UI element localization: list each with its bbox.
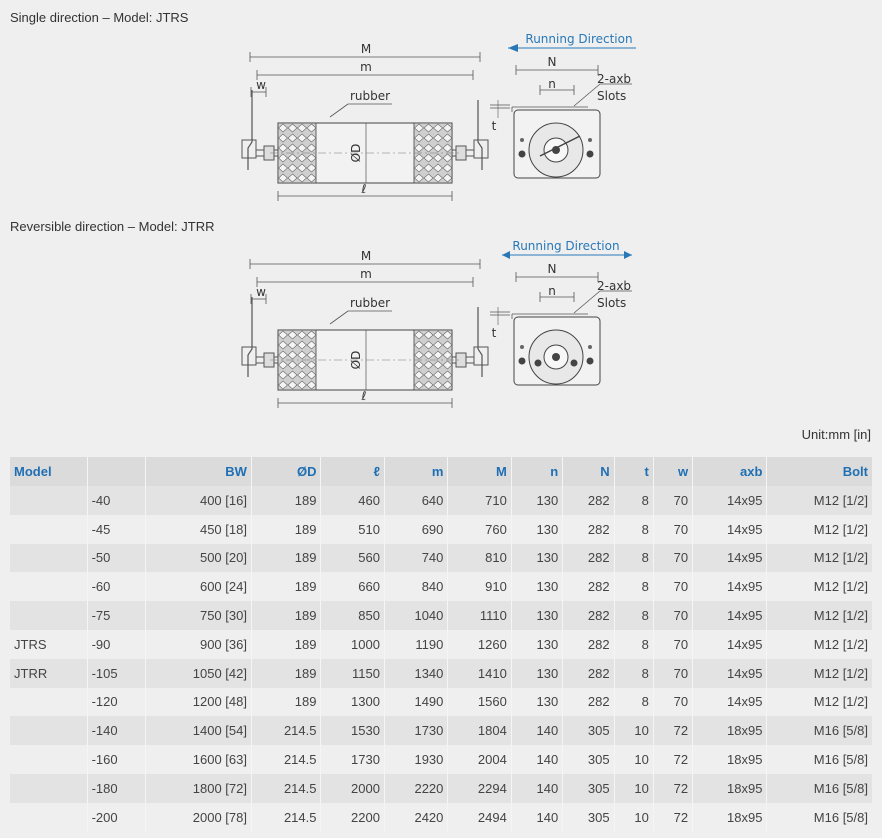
table-cell: 840 [384, 572, 447, 601]
table-cell: 2004 [448, 745, 511, 774]
table-cell [10, 486, 87, 515]
table-cell: 18x95 [693, 803, 767, 832]
table-cell: 305 [563, 745, 614, 774]
table-cell: 282 [563, 688, 614, 717]
dim-label-w: w [256, 78, 266, 92]
slots-label-slots: Slots [597, 89, 627, 103]
table-header-cell: n [511, 457, 562, 486]
table-header-cell: M [448, 457, 511, 486]
rubber-label: rubber [349, 296, 391, 310]
table-header-cell: t [614, 457, 653, 486]
table-cell: -105 [87, 659, 146, 688]
table-cell: 1300 [321, 688, 384, 717]
table-row [10, 515, 872, 544]
dim-label-l: ℓ [361, 182, 367, 196]
table-row [10, 572, 872, 601]
table-cell [10, 745, 87, 774]
table-cell: 214.5 [251, 803, 321, 832]
table-cell: 130 [511, 601, 562, 630]
table-cell: 2494 [448, 803, 511, 832]
table-cell: 72 [653, 774, 692, 803]
table-cell: 1560 [448, 688, 511, 717]
table-cell: 460 [321, 486, 384, 515]
table-cell: 8 [614, 659, 653, 688]
table-row [10, 486, 872, 515]
table-cell: M12 [1/2] [767, 572, 872, 601]
table-cell: 282 [563, 601, 614, 630]
table-cell: 450 [18] [146, 515, 252, 544]
table-cell: 282 [563, 572, 614, 601]
dim-label-N: N [547, 55, 557, 69]
table-header-cell: ℓ [321, 457, 384, 486]
table-cell: 140 [511, 745, 562, 774]
table-cell: 282 [563, 544, 614, 573]
table-cell: 1804 [448, 716, 511, 745]
table-cell: 305 [563, 803, 614, 832]
table-cell: -45 [87, 515, 146, 544]
table-cell: 1930 [384, 745, 447, 774]
table-cell: 1730 [321, 745, 384, 774]
dim-label-od: ØD [349, 350, 363, 370]
table-cell: 189 [251, 486, 321, 515]
table-cell: 8 [614, 572, 653, 601]
table-cell: 305 [563, 774, 614, 803]
table-cell: 1050 [42] [146, 659, 252, 688]
table-cell: 2200 [321, 803, 384, 832]
unit-label: Unit:mm [in] [801, 427, 871, 442]
table-cell: 282 [563, 659, 614, 688]
table-cell [10, 572, 87, 601]
table-cell: 70 [653, 659, 692, 688]
table-cell [10, 544, 87, 573]
table-cell: 1260 [448, 630, 511, 659]
table-cell: 8 [614, 486, 653, 515]
table-cell: 2220 [384, 774, 447, 803]
table-cell: 70 [653, 630, 692, 659]
table-cell: 1150 [321, 659, 384, 688]
table-cell: 1410 [448, 659, 511, 688]
table-cell: 140 [511, 774, 562, 803]
table-cell: 10 [614, 803, 653, 832]
table-cell: 8 [614, 601, 653, 630]
dim-label-m: m [360, 267, 372, 281]
table-cell: 1730 [384, 716, 447, 745]
table-cell: 14x95 [693, 544, 767, 573]
table-cell: 189 [251, 515, 321, 544]
table-cell: 600 [24] [146, 572, 252, 601]
spec-table [10, 457, 872, 832]
table-cell: M12 [1/2] [767, 688, 872, 717]
table-row [10, 716, 872, 745]
table-cell: -120 [87, 688, 146, 717]
table-cell: 140 [511, 803, 562, 832]
table-header-cell: BW [146, 457, 252, 486]
table-cell: 1110 [448, 601, 511, 630]
slots-label-axb: 2-axb [597, 72, 632, 86]
dim-label-M: M [360, 42, 372, 56]
table-header-cell: N [563, 457, 614, 486]
dim-label-od: ØD [349, 143, 363, 163]
table-cell [10, 688, 87, 717]
table-cell: 1190 [384, 630, 447, 659]
dim-label-n: n [548, 284, 556, 298]
table-cell: 740 [384, 544, 447, 573]
table-cell: 510 [321, 515, 384, 544]
table-cell: 14x95 [693, 486, 767, 515]
table-cell: 130 [511, 572, 562, 601]
table-row [10, 803, 872, 832]
table-cell: 140 [511, 716, 562, 745]
table-cell: 640 [384, 486, 447, 515]
slots-label-slots: Slots [597, 296, 627, 310]
table-cell: 130 [511, 688, 562, 717]
table-cell: M12 [1/2] [767, 486, 872, 515]
table-cell: 70 [653, 486, 692, 515]
table-cell: -60 [87, 572, 146, 601]
table-cell: 2000 [321, 774, 384, 803]
table-header-cell: Model [10, 457, 87, 486]
table-cell: 130 [511, 659, 562, 688]
table-cell: 70 [653, 601, 692, 630]
dim-label-N: N [547, 262, 557, 276]
table-cell: -40 [87, 486, 146, 515]
table-cell: 70 [653, 515, 692, 544]
table-cell: 710 [448, 486, 511, 515]
table-header-row [10, 457, 872, 486]
table-cell: 214.5 [251, 774, 321, 803]
table-row [10, 659, 872, 688]
table-cell: 2000 [78] [146, 803, 252, 832]
running-direction-label: Running Direction [525, 32, 633, 46]
table-cell: 214.5 [251, 745, 321, 774]
table-cell: 10 [614, 716, 653, 745]
table-cell: 2420 [384, 803, 447, 832]
table-cell: 8 [614, 515, 653, 544]
table-cell: -90 [87, 630, 146, 659]
table-header-cell [87, 457, 146, 486]
table-cell: -50 [87, 544, 146, 573]
table-cell: 130 [511, 486, 562, 515]
running-direction-label: Running Direction [512, 239, 620, 253]
table-cell: 750 [30] [146, 601, 252, 630]
table-cell: 189 [251, 688, 321, 717]
table-cell: 72 [653, 716, 692, 745]
table-cell: 189 [251, 601, 321, 630]
section-title-reversible: Reversible direction – Model: JTRR [10, 219, 215, 234]
table-cell: 900 [36] [146, 630, 252, 659]
table-header-cell: w [653, 457, 692, 486]
table-cell: 810 [448, 544, 511, 573]
table-cell: 282 [563, 486, 614, 515]
table-cell: 500 [20] [146, 544, 252, 573]
rubber-label: rubber [349, 89, 391, 103]
table-cell: 305 [563, 716, 614, 745]
table-cell: 1400 [54] [146, 716, 252, 745]
table-cell: 8 [614, 544, 653, 573]
table-cell: 72 [653, 803, 692, 832]
table-cell: 70 [653, 688, 692, 717]
table-cell: -75 [87, 601, 146, 630]
table-cell: 14x95 [693, 601, 767, 630]
roller-drawing-single [0, 30, 882, 210]
table-cell: 1530 [321, 716, 384, 745]
table-cell: -180 [87, 774, 146, 803]
dim-label-n: n [548, 77, 556, 91]
table-cell: 14x95 [693, 630, 767, 659]
table-cell: M16 [5/8] [767, 803, 872, 832]
table-cell: 10 [614, 745, 653, 774]
table-cell [10, 515, 87, 544]
table-cell [10, 774, 87, 803]
section-title-single: Single direction – Model: JTRS [10, 10, 189, 25]
dim-label-M: M [360, 249, 372, 263]
table-cell: 130 [511, 630, 562, 659]
table-cell: M12 [1/2] [767, 630, 872, 659]
table-cell: 18x95 [693, 716, 767, 745]
table-cell: 14x95 [693, 515, 767, 544]
table-cell: 72 [653, 745, 692, 774]
dim-label-t: t [491, 326, 497, 340]
dim-label-w: w [256, 285, 266, 299]
table-cell: 130 [511, 515, 562, 544]
table-cell: 8 [614, 688, 653, 717]
table-header-cell: m [384, 457, 447, 486]
table-cell: 910 [448, 572, 511, 601]
table-cell: M12 [1/2] [767, 544, 872, 573]
dim-label-t: t [491, 119, 497, 133]
table-cell: M12 [1/2] [767, 601, 872, 630]
table-cell: 70 [653, 544, 692, 573]
table-cell: -200 [87, 803, 146, 832]
table-cell: 14x95 [693, 572, 767, 601]
table-cell: 850 [321, 601, 384, 630]
table-cell: 560 [321, 544, 384, 573]
table-cell: 214.5 [251, 716, 321, 745]
table-row [10, 774, 872, 803]
table-cell: 189 [251, 630, 321, 659]
table-header-cell: Bolt [767, 457, 872, 486]
table-cell: 690 [384, 515, 447, 544]
table-row [10, 544, 872, 573]
dim-label-m: m [360, 60, 372, 74]
table-cell: 10 [614, 774, 653, 803]
table-cell: 18x95 [693, 774, 767, 803]
table-cell: -160 [87, 745, 146, 774]
table-cell: JTRR [10, 659, 87, 688]
table-row [10, 601, 872, 630]
table-cell [10, 601, 87, 630]
table-cell [10, 716, 87, 745]
roller-drawing-reversible [0, 237, 882, 417]
table-cell: 189 [251, 572, 321, 601]
table-cell: 189 [251, 659, 321, 688]
table-cell: 1600 [63] [146, 745, 252, 774]
table-cell [10, 803, 87, 832]
table-cell: 1800 [72] [146, 774, 252, 803]
table-cell: 8 [614, 630, 653, 659]
table-cell: 282 [563, 630, 614, 659]
table-cell: 2294 [448, 774, 511, 803]
table-header-cell: axb [693, 457, 767, 486]
table-cell: 1200 [48] [146, 688, 252, 717]
table-cell: 1040 [384, 601, 447, 630]
table-cell: 400 [16] [146, 486, 252, 515]
dim-label-l: ℓ [361, 389, 367, 403]
table-cell: M16 [5/8] [767, 745, 872, 774]
table-cell: 189 [251, 544, 321, 573]
slots-label-axb: 2-axb [597, 279, 632, 293]
table-header-cell: ØD [251, 457, 321, 486]
table-cell: M16 [5/8] [767, 774, 872, 803]
table-cell: 1490 [384, 688, 447, 717]
table-cell: 14x95 [693, 688, 767, 717]
table-cell: JTRS [10, 630, 87, 659]
table-cell: 1000 [321, 630, 384, 659]
table-cell: 660 [321, 572, 384, 601]
table-cell: M16 [5/8] [767, 716, 872, 745]
table-cell: M12 [1/2] [767, 515, 872, 544]
table-cell: M12 [1/2] [767, 659, 872, 688]
table-row [10, 688, 872, 717]
table-cell: 760 [448, 515, 511, 544]
table-cell: 282 [563, 515, 614, 544]
table-cell: 70 [653, 572, 692, 601]
table-row [10, 745, 872, 774]
table-cell: 18x95 [693, 745, 767, 774]
table-cell: 1340 [384, 659, 447, 688]
table-cell: 130 [511, 544, 562, 573]
table-row [10, 630, 872, 659]
table-cell: 14x95 [693, 659, 767, 688]
table-cell: -140 [87, 716, 146, 745]
